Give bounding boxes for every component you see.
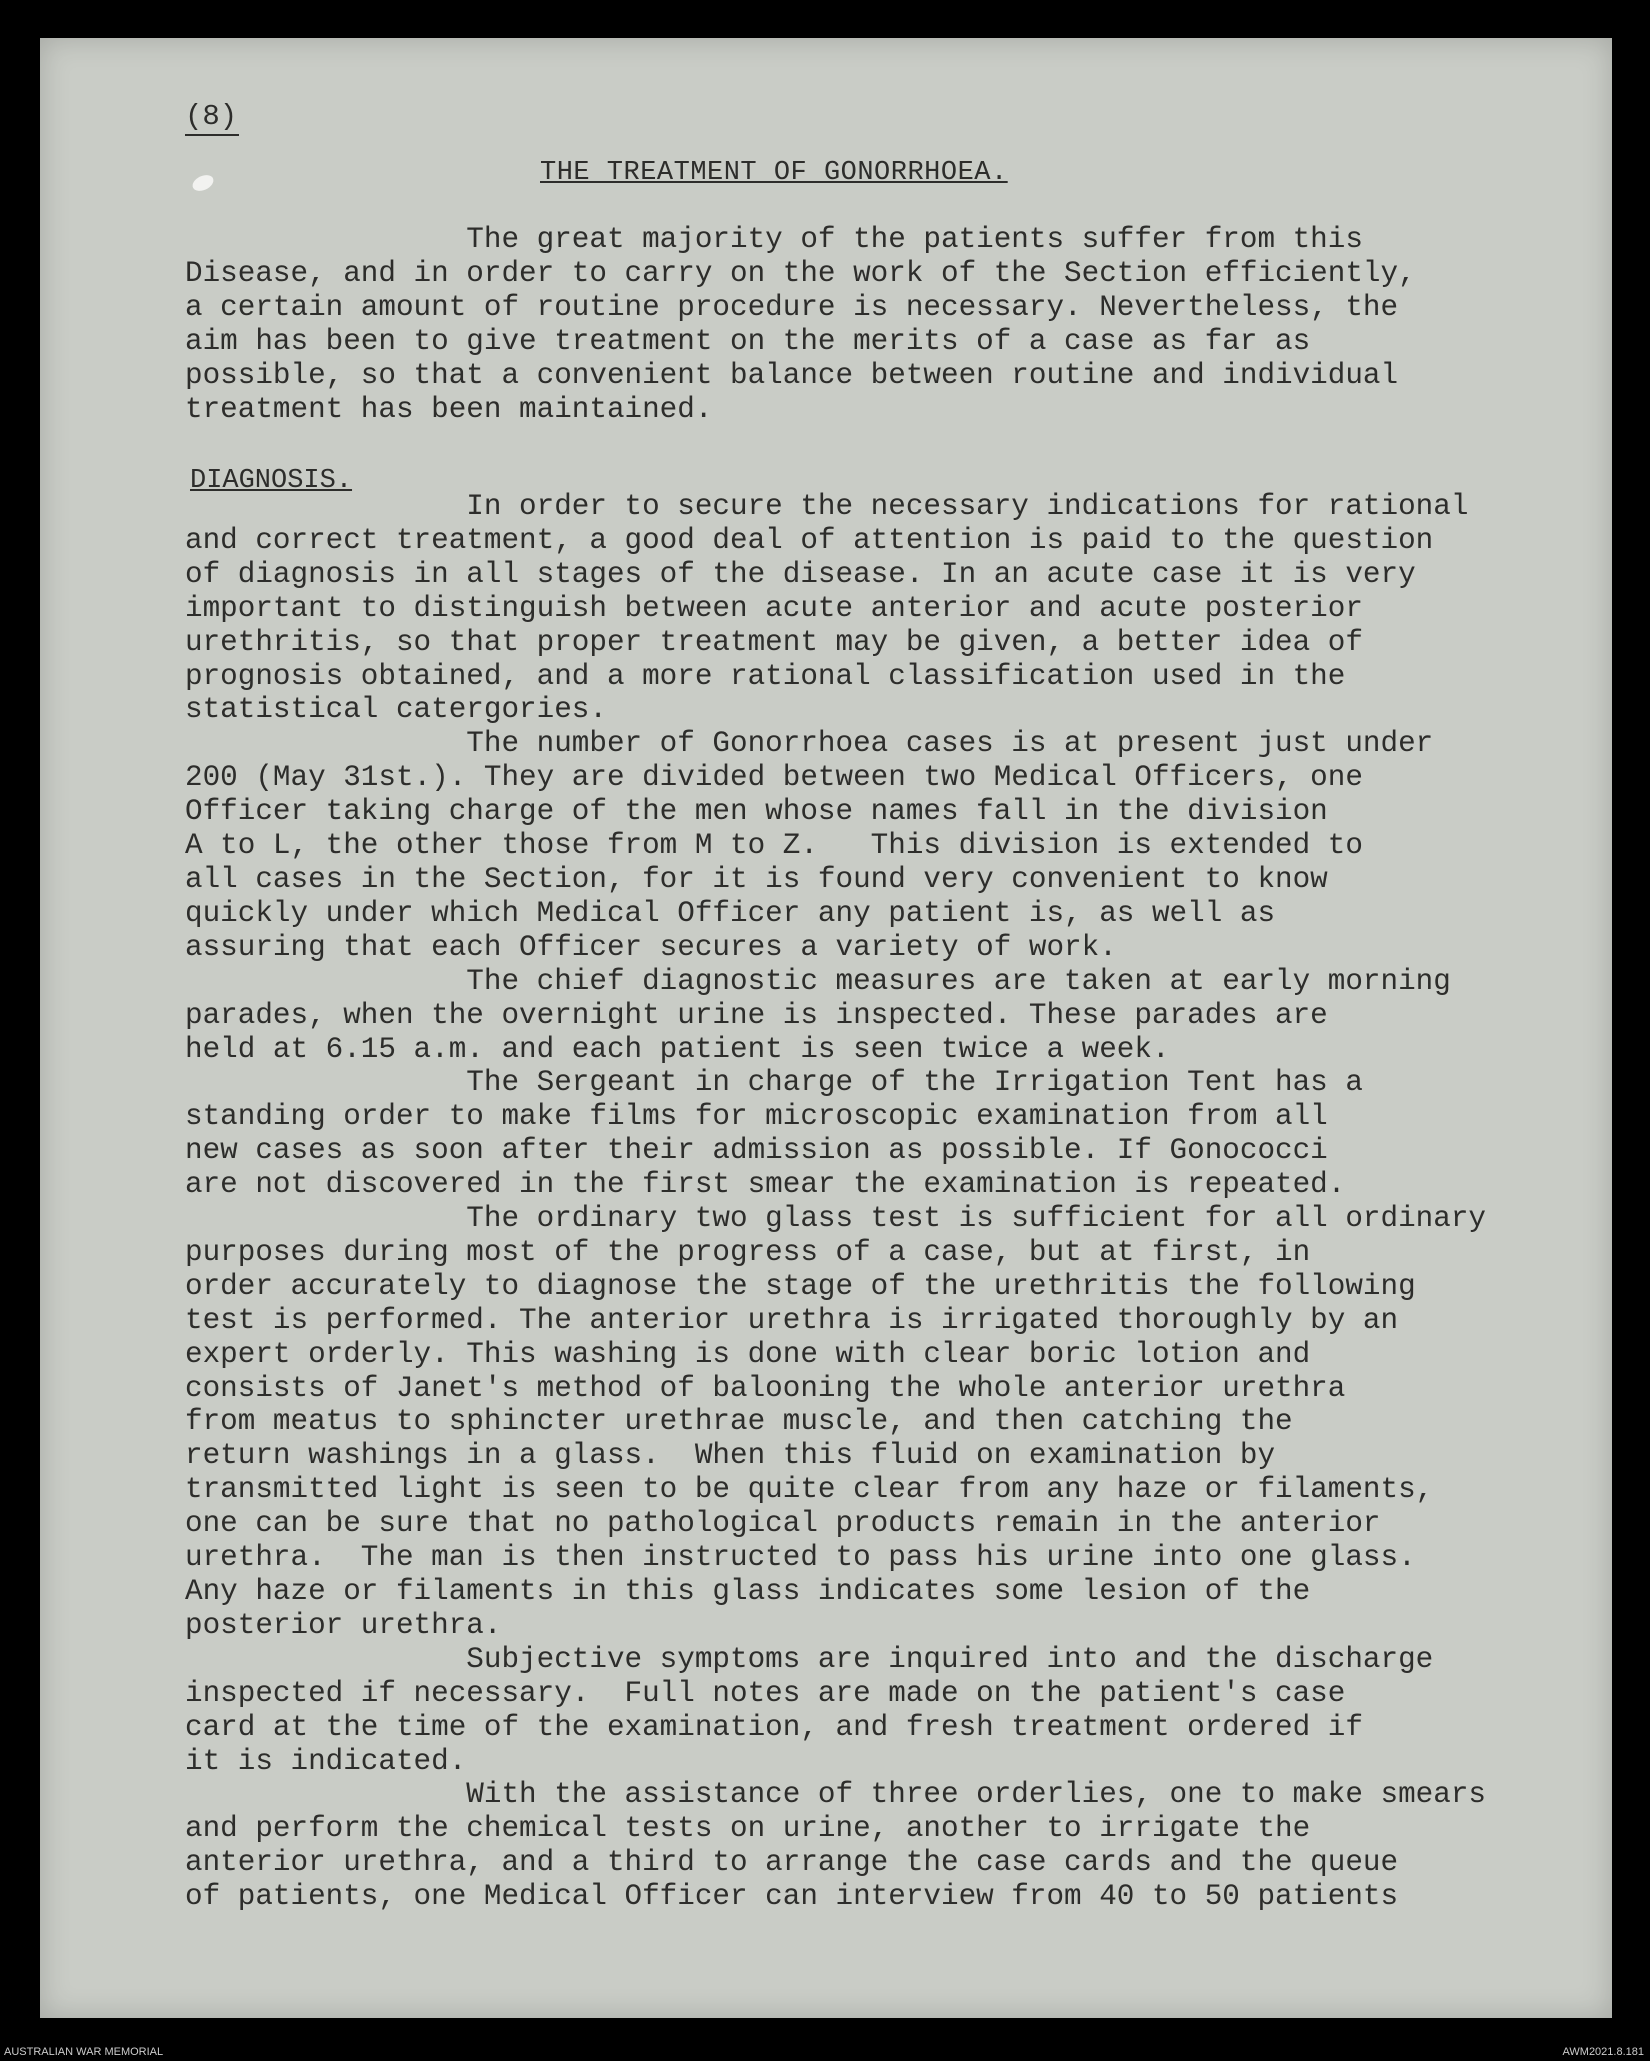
text-line: aim has been to give treatment on the merits of a case as far as [185,324,1311,358]
text-line: The chief diagnostic measures are taken at early morning [185,964,1451,998]
text-line: order accurately to diagnose the stage of the urethritis the following [185,1269,1416,1303]
text-line: With the assistance of three orderlies, one to make smears [185,1778,1486,1812]
text-line: The ordinary two glass test is sufficient for all ordinary [185,1202,1486,1236]
text-line: Subjective symptoms are inquired into and the discharge [185,1642,1434,1676]
text-line: statistical catergories. [185,693,607,727]
intro-paragraph [185,223,1625,426]
text-line: important to distinguish between acute anterior and acute posterior [185,591,1363,625]
text-line: Any haze or filaments in this glass indicates some lesion of the [185,1575,1311,1608]
text-line: treatment has been maintained. [185,392,713,426]
text-line: In order to secure the necessary indications for rational [185,490,1469,523]
archive-reference: AWM2021.8.181 [1562,2046,1644,2058]
text-line: The number of Gonorrhoea cases is at present just under [185,727,1434,761]
document-page [40,38,1612,2018]
text-line: assuring that each Officer secures a variety of work. [185,930,1117,964]
archive-footer [0,2043,1650,2061]
text-line: card at the time of the examination, and fresh treatment ordered if [185,1710,1363,1744]
text-line: 200 (May 31st.). They are divided between two Medical Officers, one [185,761,1363,795]
text-line: and correct treatment, a good deal of attention is paid to the question [185,523,1434,557]
archive-credit: AUSTRALIAN WAR MEMORIAL [4,2046,164,2058]
text-line: consists of Janet's method of balooning the whole anterior urethra [185,1371,1346,1405]
text-line: urethritis, so that proper treatment may be given, a better idea of [185,625,1363,659]
text-line: urethra. The man is then instructed to pass his urine into one glass. [185,1541,1416,1575]
text-line: inspected if necessary. Full notes are made on the patient's case [185,1676,1346,1710]
text-line: standing order to make films for microscopic examination from all [185,1100,1328,1134]
text-line: and perform the chemical tests on urine, another to irrigate the [185,1812,1311,1846]
text-line: held at 6.15 a.m. and each patient is seen twice a week. [185,1032,1170,1066]
text-line: a certain amount of routine procedure is necessary. Nevertheless, the [185,290,1399,324]
text-line: parades, when the overnight urine is inspected. These parades are [185,998,1328,1032]
text-line: Officer taking charge of the men whose names fall in the division [185,795,1328,829]
text-line: quickly under which Medical Officer any patient is, as well as [185,896,1276,930]
text-line: The great majority of the patients suffer from this [185,223,1363,256]
text-line: prognosis obtained, and a more rational classification used in the [185,659,1346,693]
document-title: THE TREATMENT OF GONORRHOEA. [540,158,1008,188]
text-line: A to L, the other those from M to Z. This division is extended to [185,829,1363,863]
text-line: all cases in the Section, for it is found very convenient to know [185,862,1328,896]
text-line: one can be sure that no pathological products remain in the anterior [185,1507,1381,1541]
page-number-underline [185,134,239,136]
text-line: The Sergeant in charge of the Irrigation Tent has a [185,1066,1363,1100]
diagnosis-body [185,490,1625,1914]
text-line: purposes during most of the progress of a case, but at first, in [185,1235,1311,1269]
text-line: transmitted light is seen to be quite clear from any haze or filaments, [185,1473,1434,1507]
text-line: are not discovered in the first smear the examination is repeated. [185,1168,1346,1202]
text-line: new cases as soon after their admission as possible. If Gonococci [185,1134,1328,1168]
section-heading: DIAGNOSIS. [190,466,353,496]
text-line: of diagnosis in all stages of the disease. In an acute case it is very [185,557,1416,591]
text-line: anterior urethra, and a third to arrange the case cards and the queue [185,1846,1399,1880]
text-line: Disease, and in order to carry on the work of the Section efficiently, [185,256,1416,290]
text-line: from meatus to sphincter urethrae muscle, and then catching the [185,1405,1293,1439]
text-line: it is indicated. [185,1744,467,1778]
page-number: (8) [185,100,238,133]
text-line: expert orderly. This washing is done with clear boric lotion and [185,1337,1311,1371]
text-line: return washings in a glass. When this fluid on examination by [185,1439,1276,1473]
text-line: test is performed. The anterior urethra is irrigated thoroughly by an [185,1303,1399,1337]
text-line: of patients, one Medical Officer can interview from 40 to 50 patients [185,1880,1399,1914]
text-line: possible, so that a convenient balance between routine and individual [185,358,1399,392]
text-line: posterior urethra. [185,1608,502,1642]
